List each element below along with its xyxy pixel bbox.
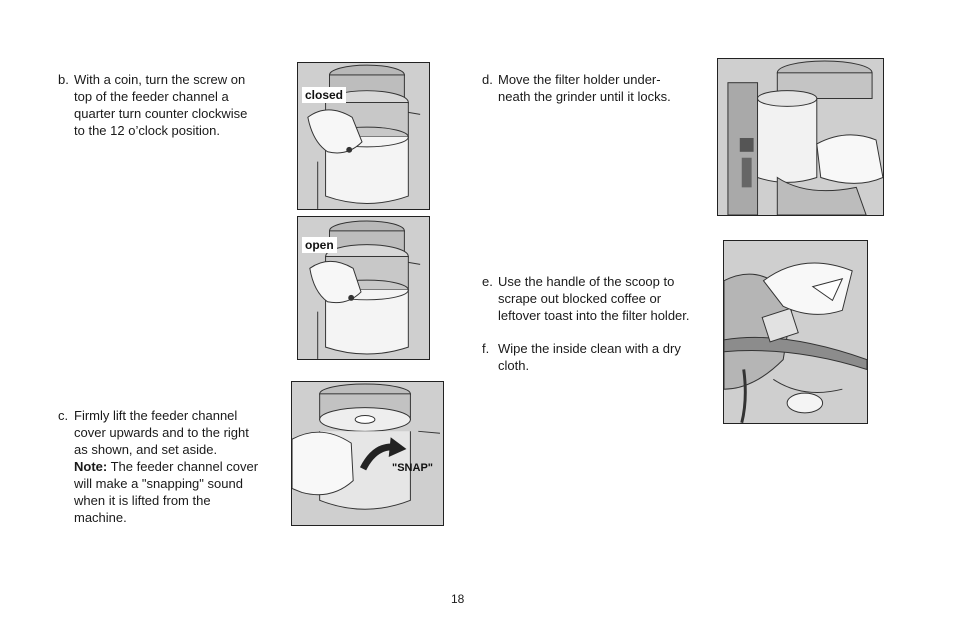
step-f-line: Wipe the inside clean with a dry bbox=[498, 341, 681, 356]
step-e-line: Use the handle of the scoop to bbox=[498, 274, 675, 289]
step-f-line: cloth. bbox=[498, 358, 530, 373]
step-d-line: neath the grinder until it locks. bbox=[498, 89, 671, 104]
closed-label: closed bbox=[302, 87, 346, 103]
figure-screw-open bbox=[297, 216, 430, 360]
figure-lift-cover bbox=[291, 381, 444, 526]
note-label: Note: bbox=[74, 459, 108, 474]
step-e-line: scrape out blocked coffee or bbox=[498, 291, 662, 306]
step-c-letter: c. bbox=[58, 408, 69, 423]
snap-label: "SNAP" bbox=[392, 462, 433, 474]
step-c-line: will make a "snapping" sound bbox=[74, 476, 243, 491]
step-c-line: when it is lifted from the bbox=[74, 493, 211, 508]
note-text: The feeder channel cover bbox=[107, 459, 259, 474]
step-c-line: machine. bbox=[74, 510, 127, 525]
step-e bbox=[482, 273, 714, 325]
step-f-text bbox=[498, 340, 681, 374]
step-e-letter: e. bbox=[482, 274, 493, 289]
step-c bbox=[58, 407, 290, 527]
figure-screw-closed bbox=[297, 62, 430, 210]
page-number: 18 bbox=[451, 592, 465, 606]
step-d-text bbox=[498, 71, 671, 105]
step-f bbox=[482, 340, 714, 376]
figure-filter-holder bbox=[717, 58, 884, 216]
step-d bbox=[482, 71, 712, 107]
filter-holder-illustration bbox=[718, 59, 883, 215]
step-d-line: Move the filter holder under- bbox=[498, 72, 661, 87]
step-f-letter: f. bbox=[482, 341, 490, 356]
step-b-line: top of the feeder channel a bbox=[74, 89, 229, 104]
step-c-line: as shown, and set aside. bbox=[74, 442, 218, 457]
step-c-text bbox=[74, 407, 258, 526]
step-d-letter: d. bbox=[482, 72, 493, 87]
step-c-line: Firmly lift the feeder channel bbox=[74, 408, 238, 423]
step-b bbox=[58, 71, 288, 141]
step-b-line: quarter turn counter clockwise bbox=[74, 106, 248, 121]
step-c-line: cover upwards and to the right bbox=[74, 425, 249, 440]
step-e-line: leftover toast into the filter holder. bbox=[498, 308, 690, 323]
step-e-text bbox=[498, 273, 690, 324]
step-b-text bbox=[74, 71, 247, 139]
step-c-note-line bbox=[74, 458, 258, 475]
step-b-line: to the 12 o’clock position. bbox=[74, 123, 220, 138]
lift-cover-illustration bbox=[292, 382, 443, 525]
step-b-letter: b. bbox=[58, 72, 69, 87]
figure-scoop-cleaning bbox=[723, 240, 868, 424]
grinder-closed-illustration bbox=[298, 63, 429, 209]
step-b-line: With a coin, turn the screw on bbox=[74, 72, 246, 87]
scoop-cleaning-illustration bbox=[724, 241, 867, 423]
open-label: open bbox=[302, 237, 337, 253]
